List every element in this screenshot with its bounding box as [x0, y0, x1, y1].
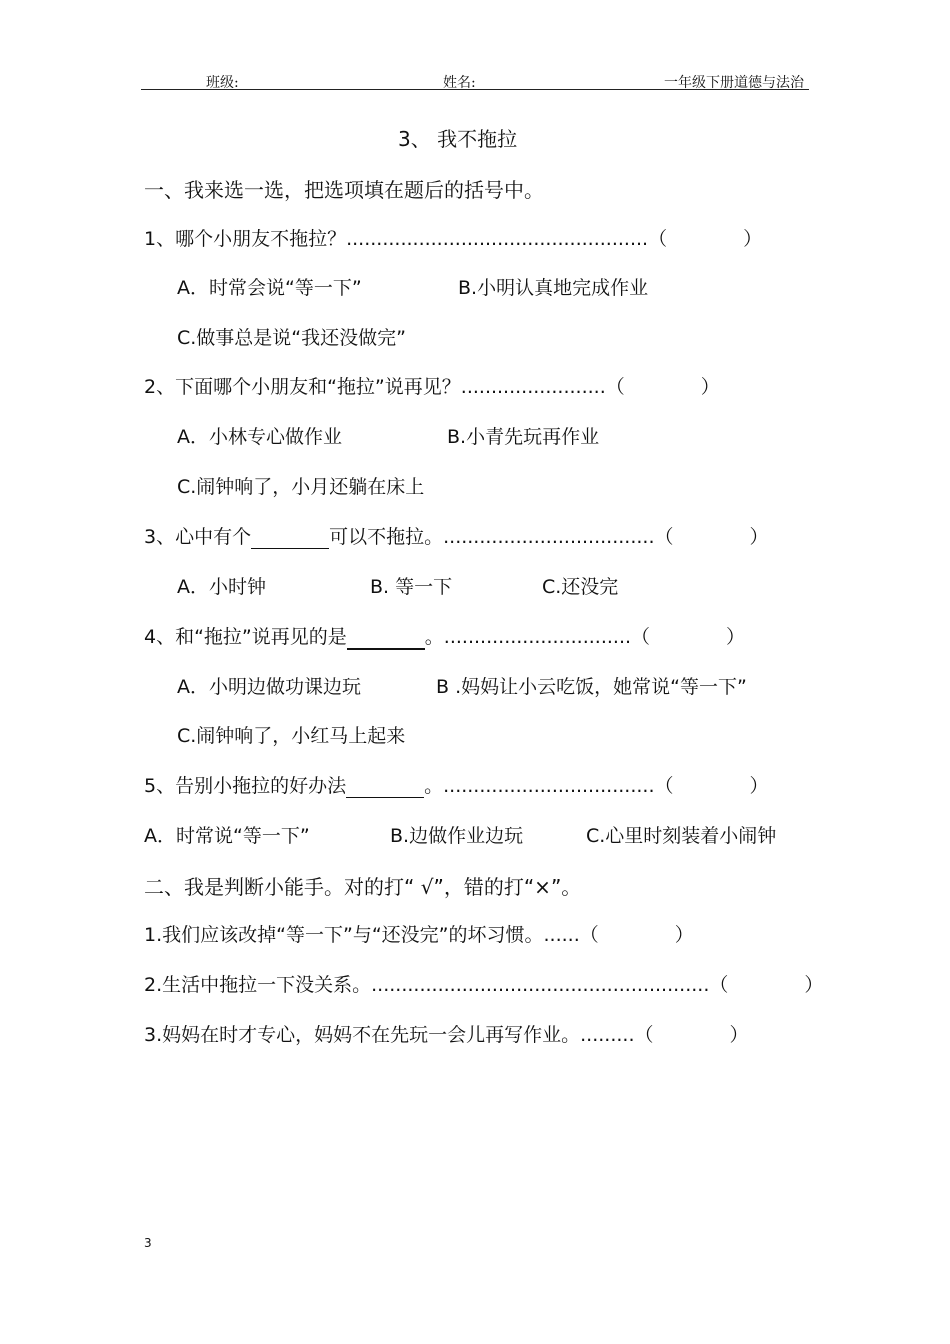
q4-option-c: C.闹钟响了，小红马上起来 [177, 725, 406, 747]
statement-1 [144, 920, 694, 947]
leader-dots: .................................................. [346, 228, 649, 250]
answer-parens[interactable]: （ ） [605, 376, 720, 398]
page-number: 3 [144, 1236, 152, 1250]
q3-option-c: C.还没完 [542, 576, 619, 598]
q3-option-a: A．小时钟 [177, 576, 266, 598]
question-5-text-after: 。 [424, 775, 444, 797]
q1-option-a: A．时常会说“等一下” [177, 277, 362, 299]
q3-option-b: B. 等一下 [370, 576, 453, 598]
leader-dots: ............................... [443, 626, 632, 648]
q1-option-b: B.小明认真地完成作业 [458, 277, 649, 299]
question-3-text-after: 可以不拖拉。 [329, 526, 444, 548]
leader-dots: ......... [580, 1024, 635, 1046]
answer-parens[interactable]: （ ） [654, 526, 769, 548]
leader-dots: ................................... [443, 775, 655, 797]
question-5 [144, 771, 769, 798]
q5-option-b: B.边做作业边玩 [390, 825, 524, 847]
fill-blank[interactable] [346, 775, 424, 798]
q2-option-c: C.闹钟响了，小月还躺在床上 [177, 476, 425, 498]
name-label: 姓名: [443, 75, 476, 91]
q1-option-c: C.做事总是说“我还没做完” [177, 327, 406, 349]
subject-label: 一年级下册道德与法治 [664, 75, 804, 91]
question-4-text-before: 4、和“拖拉”说再见的是 [144, 626, 347, 648]
question-2 [144, 372, 720, 399]
statement-3-text: 3.妈妈在时才专心，妈妈不在先玩一会儿再写作业。 [144, 1024, 581, 1046]
question-2-text: 2、下面哪个小朋友和“拖拉”说再见？ [144, 376, 461, 398]
question-1 [144, 224, 762, 251]
q4-option-a: A．小明边做功课边玩 [177, 676, 361, 698]
answer-parens[interactable]: （ ） [579, 924, 694, 946]
question-3 [144, 522, 769, 549]
leader-dots: ................................... [443, 526, 655, 548]
leader-dots: ........................ [460, 376, 606, 398]
statement-2-text: 2.生活中拖拉一下没关系。 [144, 974, 372, 996]
class-label: 班级: [206, 75, 239, 91]
answer-parens[interactable]: （ ） [648, 228, 763, 250]
question-5-text-before: 5、告别小拖拉的好办法 [144, 775, 347, 797]
header-rule [141, 89, 809, 90]
part2-heading: 二、我是判断小能手。对的打“ √”，错的打“×”。 [144, 875, 582, 899]
statement-2 [144, 970, 823, 997]
leader-dots: ........................................................ [371, 974, 710, 996]
statement-3 [144, 1020, 749, 1047]
question-3-text-before: 3、心中有个 [144, 526, 252, 548]
q4-option-b: B .妈妈让小云吃饭，她常说“等一下” [436, 676, 747, 698]
answer-parens[interactable]: （ ） [654, 775, 769, 797]
answer-parens[interactable]: （ ） [631, 626, 746, 648]
q2-option-b: B.小青先玩再作业 [447, 426, 600, 448]
question-1-text: 1、哪个小朋友不拖拉？ [144, 228, 347, 250]
statement-1-text: 1.我们应该改掉“等一下”与“还没完”的坏习惯。 [144, 924, 544, 946]
q5-option-a: A．时常说“等一下” [144, 825, 310, 847]
part1-heading: 一、我来选一选，把选项填在题后的括号中。 [144, 178, 544, 202]
answer-parens[interactable]: （ ） [709, 974, 824, 996]
answer-parens[interactable]: （ ） [634, 1024, 749, 1046]
q2-option-a: A．小林专心做作业 [177, 426, 342, 448]
leader-dots: ...... [543, 924, 580, 946]
page-title: 3、 我不拖拉 [398, 127, 518, 151]
question-4-text-after: 。 [424, 626, 444, 648]
fill-blank[interactable] [347, 626, 425, 650]
question-4 [144, 622, 745, 650]
fill-blank[interactable] [251, 526, 329, 549]
q5-option-c: C.心里时刻装着小闹钟 [586, 825, 777, 847]
